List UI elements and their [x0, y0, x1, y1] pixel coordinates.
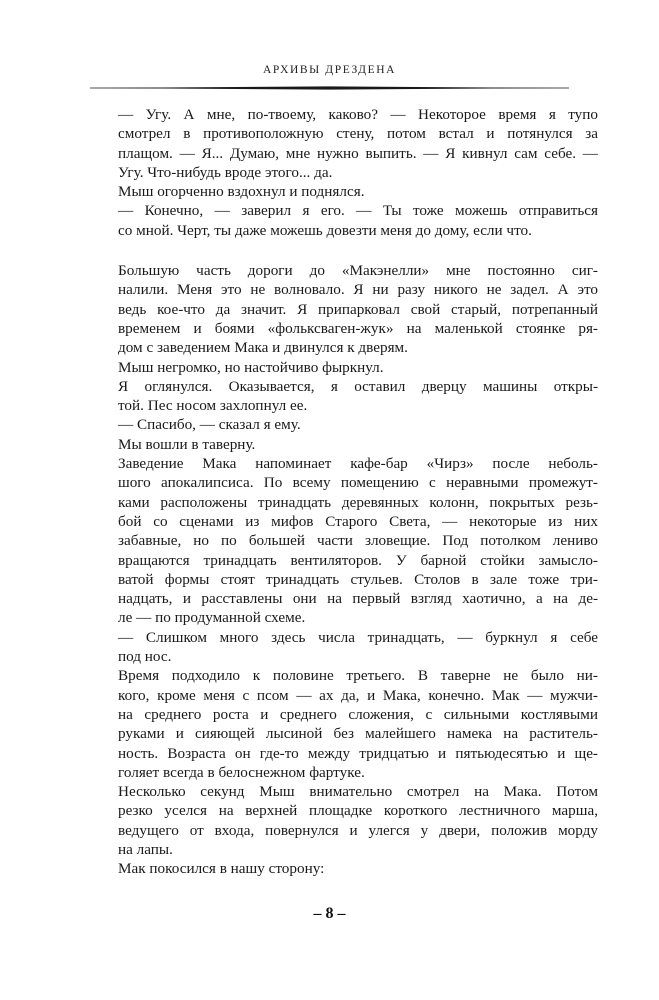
paragraph: [118, 105, 598, 182]
text-line: — Угу. А мне, по-твоему, каково? — Некоторое время я тупо: [118, 106, 598, 123]
text-line: Мак покосился в нашу сторону:: [118, 860, 325, 878]
text-line: временем и боями «фольксваген-жук» на маленькой стоянке ря-: [118, 319, 598, 337]
running-header-title: АРХИВЫ ДРЕЗДЕНА: [262, 64, 396, 76]
text-line: ватой формы стоят тринадцать стульев. Столов в зале тоже три-: [118, 570, 598, 588]
text-line: — Слишком много здесь числа тринадцать, — буркнул я себе: [118, 628, 598, 646]
text-line: ками расположены тринадцать деревянных колонн, покрытых резь-: [118, 493, 598, 511]
text-line: Мыш огорченно вздохнул и поднялся.: [118, 183, 365, 201]
text-line: забавные, но по большей части зловещие. Под потолком лениво: [118, 532, 598, 550]
text-line: вращаются тринадцать вентиляторов. У барной стойки замысло-: [118, 551, 598, 569]
text-line: Мы вошли в таверну.: [118, 435, 256, 453]
text-line: надцать, и расставлены они на первый взгляд хаотично, а на де-: [118, 590, 598, 608]
text-line: Мыш негромко, но настойчиво фыркнул.: [118, 358, 384, 376]
body-text: [118, 105, 598, 879]
text-line: Большую часть дороги до «Макэнелли» мне постоянно сиг-: [118, 262, 598, 280]
text-line: ность. Возраста он где-то между тридцатью и пятьюдесятью и ще-: [118, 744, 598, 762]
text-line: ле — по продуманной схеме.: [118, 609, 306, 627]
text-line: со мной. Черт, ты даже можешь довезти меня до дому, если что.: [118, 221, 532, 239]
text-line: той. Пес носом захлопнул ее.: [118, 397, 308, 415]
paragraph: [118, 415, 598, 434]
text-line: Несколько секунд Мыш внимательно смотрел на Мака. Потом: [118, 783, 598, 801]
paragraph: [118, 358, 598, 377]
text-line: бой со сценами из мифов Старого Света, — некоторые из них: [118, 512, 598, 530]
decorative-rule-icon: [90, 83, 569, 93]
paragraph: [118, 454, 598, 628]
running-header: [90, 64, 569, 86]
text-line: Заведение Мака напоминает кафе-бар «Чирз» после неболь-: [118, 455, 598, 473]
text-line: — Спасибо, — сказал я ему.: [118, 416, 301, 434]
paragraph: [118, 435, 598, 454]
paragraph: [118, 666, 598, 782]
page-number: – 8 –: [313, 905, 346, 922]
text-line: на среднего роста и среднего сложения, с сильными костлявыми: [118, 705, 598, 723]
text-line: смотрел в противоположную стену, потом встал и потянулся за: [118, 125, 598, 143]
text-line: шого апокалипсиса. По всему помещению с неравными промежут-: [118, 474, 598, 492]
paragraph: [118, 182, 598, 201]
text-line: руками и сияющей лысиной без малейшего намека на раститель-: [118, 725, 598, 743]
text-line: ведущего от входа, повернулся и улегся у двери, положив морду: [118, 821, 598, 839]
paragraph: [118, 859, 598, 878]
paragraph: [118, 261, 598, 357]
text-line: голяет всегда в белоснежном фартуке.: [118, 763, 365, 781]
text-line: ведь кое-что да значит. Я припарковал свой старый, потрепанный: [118, 300, 598, 318]
paragraph: [118, 201, 598, 240]
text-line: Угу. Что-нибудь вроде этого... да.: [118, 163, 333, 181]
text-line: плащом. — Я... Думаю, мне нужно выпить. — Я кивнул сам себе. —: [118, 144, 598, 162]
text-line: — Конечно, — заверил я его. — Ты тоже можешь отправиться: [118, 202, 598, 220]
text-line: Я оглянулся. Оказывается, я оставил дверцу машины откры-: [118, 377, 598, 395]
text-line: на лапы.: [118, 840, 173, 858]
text-line: Время подходило к половине третьего. В таверне не было ни-: [118, 667, 598, 685]
text-line: налили. Меня это не волновало. Я ни разу никого не задел. А это: [118, 281, 598, 299]
paragraph: [118, 782, 598, 859]
paragraph: [118, 377, 598, 416]
text-line: кого, кроме меня с псом — ах да, и Мака, конечно. Мак — мужчи-: [118, 686, 598, 704]
paragraph: [118, 628, 598, 667]
text-line: резко уселся на верхней площадке короткого лестничного марша,: [118, 802, 598, 820]
text-line: дом с заведением Мака и двинулся к дверям.: [118, 339, 408, 357]
text-line: под нос.: [118, 648, 172, 666]
